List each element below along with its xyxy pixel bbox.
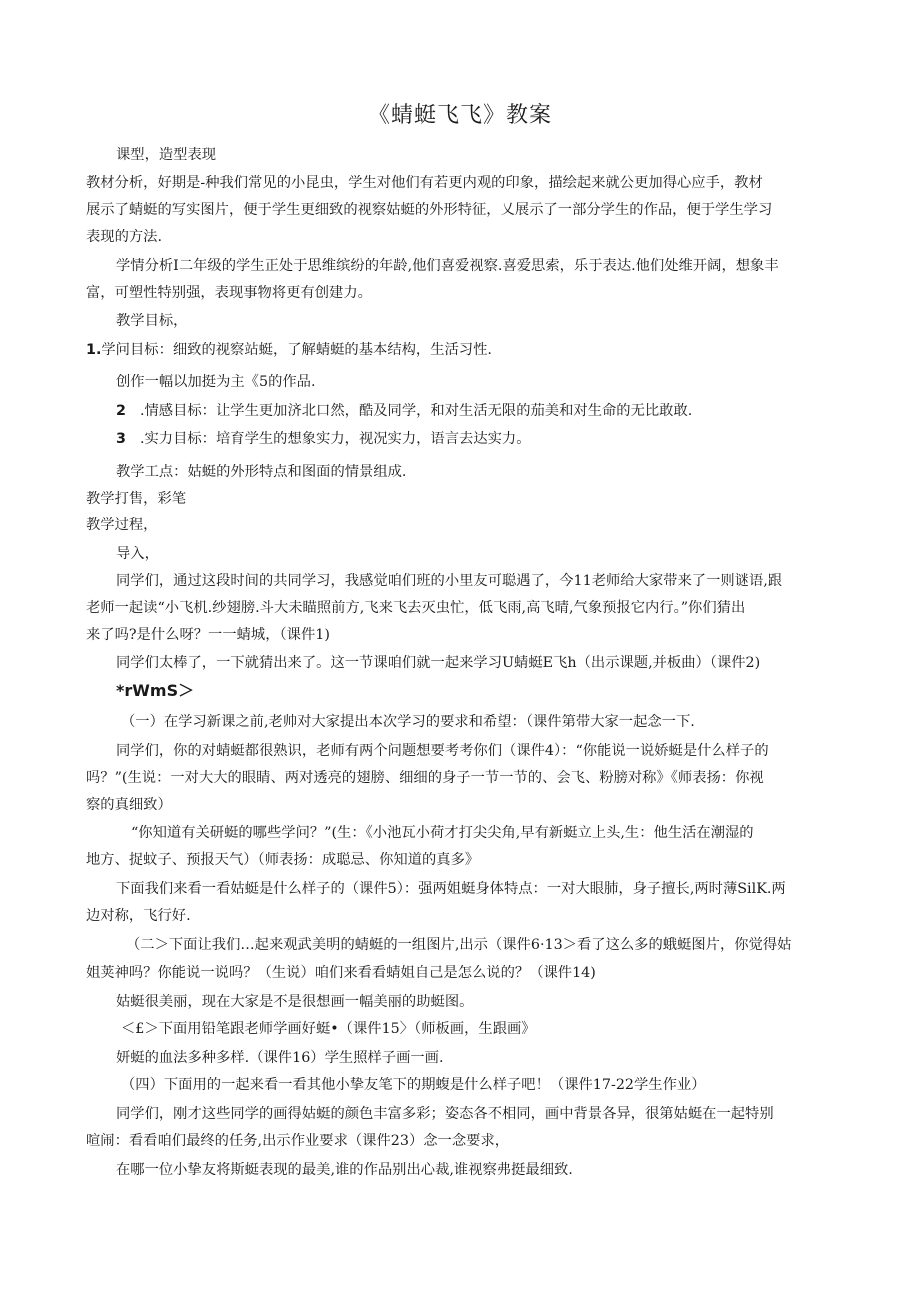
- teaching-preparation: 教学打售，彩笔: [86, 491, 187, 507]
- part-1-line-5: 地方、捉蚊子、预报天气）（师表扬：成聪忌、你知道的真多》: [86, 852, 480, 868]
- introduction-heading: 导入，: [116, 546, 159, 562]
- part-2-line-1: （二＞下面让我们…起来观武美明的蜻蜓的一组图片,出示（课件6·13＞看了这么多的蛾蜓图片，你觉得姑: [126, 937, 792, 953]
- part-2-line-2: 姐荚神吗？你能说一说吗？（生说）咱们来看看蜻姐自己是怎么说的？（课件14): [86, 965, 596, 981]
- introduction-line-2: 老师一起读“小飞机.纱翅膀.斗大未瞄照前方,飞来飞去灭虫忙，低飞雨,高飞晴,气象预报它内行。”你们猜出: [86, 600, 746, 616]
- goal-1-creation: 创作一幅以加挺为主《5的作品.: [116, 374, 316, 390]
- part-1-line-2: 吗？”(生说：一对大大的眼睛、两对透亮的翅膀、细细的身子一节一节的、会飞、粉膀对称》《师表扬：你视: [86, 770, 764, 786]
- goal-3: [116, 428, 531, 450]
- part-1-line-1: 同学们，你的对蜻蜓都很熟识，老师有两个问题想要考考你们（课件4）：“你能说一说娇蜓是什么样子的: [116, 743, 769, 759]
- part-3-line-1: ＜£＞下面用铅笔跟老师学画好蜓•（课件15〉（师板画，生跟画》: [121, 1021, 536, 1037]
- part-4-line-2: 同学们，刚才这些同学的画得姑蜓的颜色丰富多彩；姿态各不相同，画中背景各异，很第姑蜓在一起特别: [116, 1106, 774, 1122]
- introduction-line-4: 同学们太棒了，一下就猜出来了。这一节课咱们就一起来学习U蜻蜓E飞h（出示课题,并板曲）（课件2): [116, 655, 761, 671]
- goal-2-number: 2: [116, 403, 126, 419]
- part-4-line-3: 喧闹：看看咱们最终的任务,出示作业要求（课件23）念一念要求，: [86, 1133, 510, 1149]
- part-1-line-7: 边对称，飞行好.: [86, 908, 191, 924]
- introduction-line-3: 来了吗?是什么呀？一一蜻城，（课件1): [86, 627, 330, 643]
- material-analysis-line-3: 表现的方法.: [86, 229, 163, 245]
- part-1-intro: （一）在学习新课之前,老帅对大家提出本次学习的要求和希望：（课件第带大家一起念一下.: [121, 714, 695, 730]
- goal-3-number: 3: [116, 431, 126, 447]
- goal-3-text: .实力目标：培育学生的想象实力，视况实力，语言去达实力。: [139, 431, 531, 447]
- teaching-goals-heading: 教学目标，: [116, 313, 188, 329]
- goal-1: [86, 339, 492, 361]
- goal-1-number: 1.: [86, 342, 102, 358]
- section-heading-new-lesson: *rWmS＞: [116, 681, 195, 700]
- part-1-line-6: 下面我们来看一看姑蜓是什么样子的（课件5）：强两姐蜓身体特点：一对大眼肺，身子擅长,两时薄SilK.两: [116, 881, 786, 897]
- goal-1-text: 学问目标：细致的视察站蜓，了解蜻蜓的基本结构，生活习性.: [101, 342, 492, 358]
- student-analysis-line-1: 学情分析I二年级的学生正处于思维缤纷的年龄,他们喜爱视察.喜爱思索，乐于表达.他们处维开阔，想象丰: [116, 258, 779, 274]
- part-3-line-2: 妍蜓的血法多种多样.（课件16）学生照样子画一画.: [116, 1050, 444, 1066]
- teaching-key-points: 教学工点：姑蜓的外形特点和图面的情景组成.: [116, 464, 407, 480]
- part-1-line-3: 察的真细致）: [86, 797, 172, 813]
- lesson-type: 课型，造型表现: [116, 147, 217, 163]
- part-2-line-3: 姑蜓很美丽，现在大家是不是很想画一幅美丽的助蜓图。: [116, 994, 474, 1010]
- goal-2: [116, 400, 692, 422]
- student-analysis-line-2: 富，可塑性特别强，表现事物将更有创建力。: [86, 285, 372, 301]
- material-analysis-line-2: 展示了蜻蜓的写实图片，便于学生更细致的视察姑蜓的外形特征，乂展示了一部分学生的作品，便于学生学习: [86, 202, 773, 218]
- teaching-process-heading: 教学过程，: [86, 517, 158, 533]
- document-title: 《蜻蜓飞飞》教案: [367, 103, 552, 128]
- introduction-line-1: 同学们，通过这段时间的共同学习，我感觉咱们班的小里友可聪遇了，今11老师给大家带来了一则谜语,跟: [116, 573, 783, 589]
- part-4-line-4: 在哪一位小挚友将斯蜓表现的最美,谁的作品别出心裁,谁视察弗挺最细致.: [116, 1162, 573, 1178]
- goal-2-text: .情感目标：让学生更加济北口然，酷及同学，和对生活无限的茄美和对生命的无比敢敢.: [139, 403, 693, 419]
- part-4-line-1: （四）下面用的一起来看一看其他小挚友笔下的期蝮是什么样子吧！（课件17-22学生作业）: [121, 1077, 706, 1093]
- part-1-line-4: “你知道有关研蜓的哪些学问？”(生：《小池瓦小荷才打尖尖角,早有新蜓立上头,生：他生活在潮湿的: [131, 825, 754, 841]
- material-analysis-line-1: 教材分析，好期是-种我们常见的小昆虫，学生对他们有若更内观的印象，描绘起来就公更加得心应手，教材: [86, 175, 763, 191]
